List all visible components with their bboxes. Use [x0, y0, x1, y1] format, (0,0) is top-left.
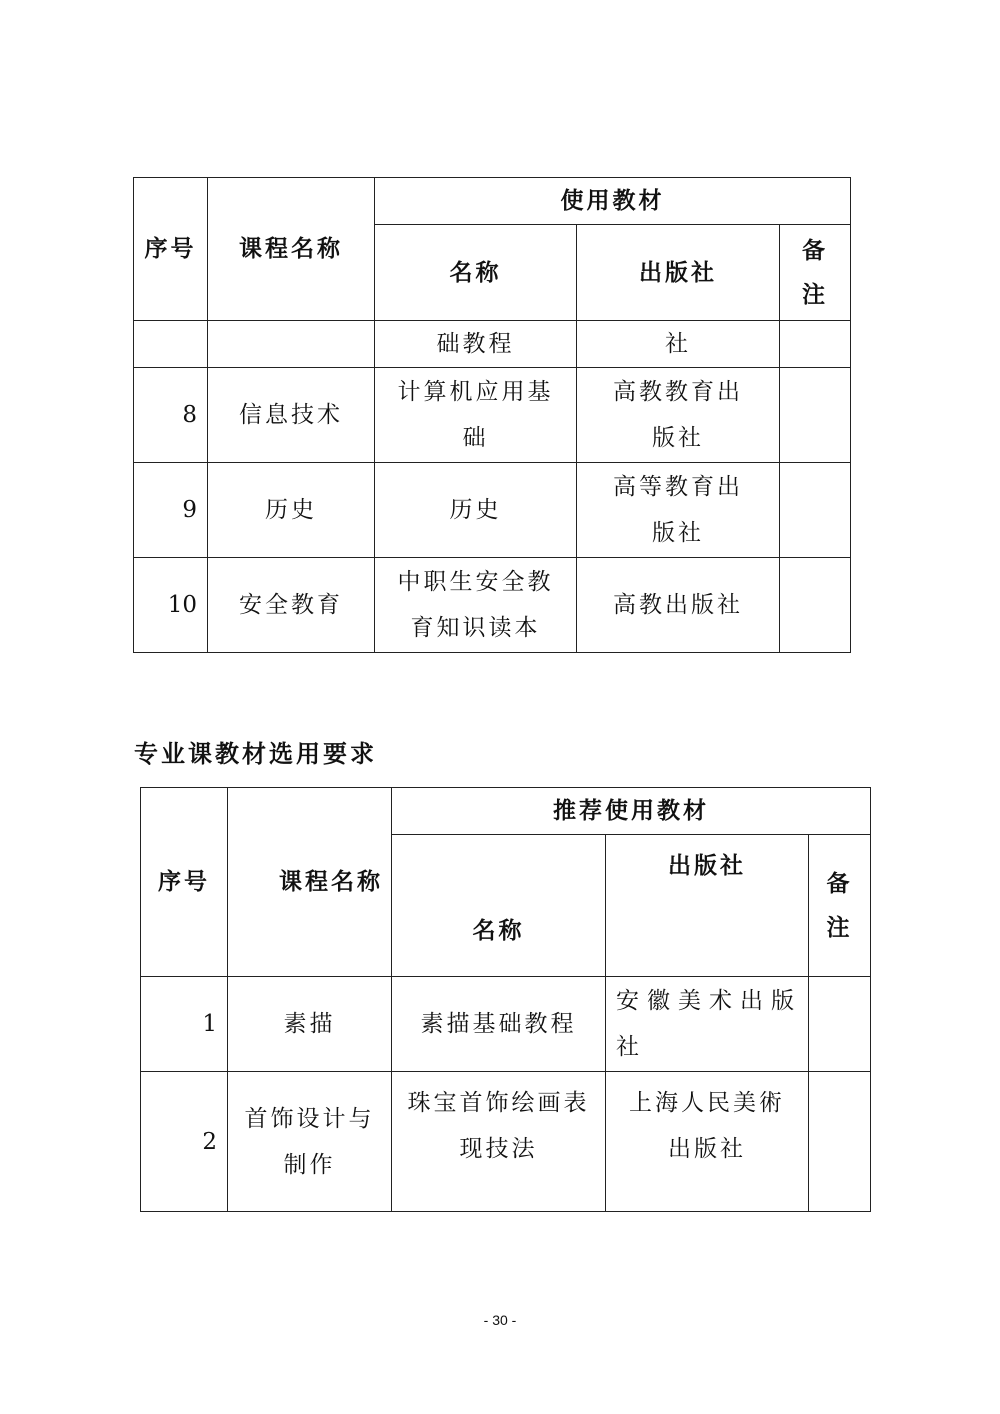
textbook-table-general — [133, 177, 851, 653]
header-textbook-group: 使用教材 — [375, 178, 851, 225]
header-publisher: 出版社 — [606, 835, 809, 977]
cell-name: 中职生安全教 育知识读本 — [375, 558, 577, 653]
table-row — [141, 1072, 871, 1212]
cell-name: 素描基础教程 — [392, 977, 606, 1072]
table-row — [134, 463, 851, 558]
cell-course: 历史 — [208, 463, 375, 558]
section-title: 专业课教材选用要求 — [134, 739, 377, 768]
cell-name: 计算机应用基 础 — [375, 368, 577, 463]
cell-name: 珠宝首饰绘画表 现技法 — [392, 1072, 606, 1212]
table-row — [134, 368, 851, 463]
header-publisher: 出版社 — [577, 225, 780, 321]
table-row — [141, 977, 871, 1072]
cell-seq: 2 — [141, 1072, 228, 1212]
cell-publisher: 安徽美术出版 社 — [606, 977, 809, 1072]
header-name: 名称 — [392, 835, 606, 977]
cell-seq: 10 — [134, 558, 208, 653]
cell-publisher: 高教教育出 版社 — [577, 368, 780, 463]
header-remark: 备 注 — [780, 225, 851, 321]
textbook-table-professional — [140, 787, 871, 1212]
header-seq: 序号 — [134, 178, 208, 321]
table-row — [134, 321, 851, 368]
cell-course: 素描 — [228, 977, 392, 1072]
cell-publisher: 上海人民美術 出版社 — [606, 1072, 809, 1212]
header-textbook-group: 推荐使用教材 — [392, 788, 871, 835]
cell-publisher: 高教出版社 — [577, 558, 780, 653]
table-row — [134, 558, 851, 653]
cell-name: 础教程 — [375, 321, 577, 368]
cell-publisher: 社 — [577, 321, 780, 368]
cell-seq: 9 — [134, 463, 208, 558]
cell-course: 安全教育 — [208, 558, 375, 653]
cell-seq: 1 — [141, 977, 228, 1072]
header-remark: 备 注 — [809, 835, 871, 977]
page-number: - 30 - — [483, 1312, 517, 1328]
header-course: 课程名称 — [228, 788, 392, 977]
header-name: 名称 — [375, 225, 577, 321]
cell-seq: 8 — [134, 368, 208, 463]
cell-course: 信息技术 — [208, 368, 375, 463]
cell-course: 首饰设计与 制作 — [228, 1072, 392, 1212]
header-course: 课程名称 — [208, 178, 375, 321]
cell-name: 历史 — [375, 463, 577, 558]
header-seq: 序号 — [141, 788, 228, 977]
cell-publisher: 高等教育出 版社 — [577, 463, 780, 558]
